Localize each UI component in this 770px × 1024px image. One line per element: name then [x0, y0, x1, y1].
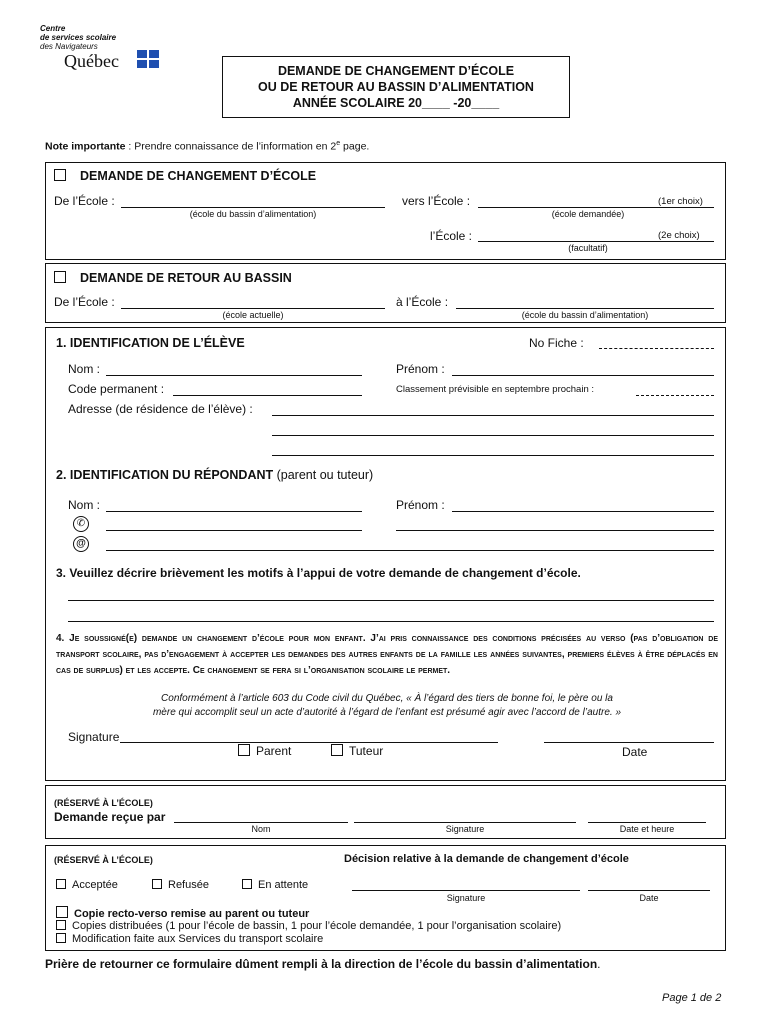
page-number: Page 1 de 2 — [662, 992, 722, 1004]
logo-org-line3: des Navigateurs — [40, 42, 98, 51]
copy3-checkbox[interactable] — [56, 933, 66, 943]
return-heading: DEMANDE DE RETOUR AU BASSIN — [80, 271, 292, 285]
student-prenom-label: Prénom : — [396, 362, 445, 376]
declaration-signature-label: Signature — [68, 730, 120, 744]
student-adresse-input-2[interactable] — [272, 435, 714, 436]
declaration-quote-line1: Conformément à l’article 603 du Code civil du Québec, « À l’égard des tiers de bonne foi, le père ou la — [161, 693, 613, 704]
logo — [40, 24, 170, 74]
reserved1-signature-caption: Signature — [445, 824, 485, 834]
note-label: Note importante — [45, 140, 126, 153]
reserved-decision-box — [45, 845, 726, 951]
student-code-input[interactable] — [173, 395, 362, 396]
student-nom-label: Nom : — [68, 362, 101, 376]
email-icon: @ — [73, 536, 89, 552]
return-to-caption: (école du bassin d’alimentation) — [521, 310, 649, 320]
reserved2-signature-caption: Signature — [446, 893, 486, 903]
student-prenom-input[interactable] — [452, 375, 714, 376]
declaration-text: 4. Je soussigné(e) demande un changement d’école pour mon enfant. J’ai pris connaissance des conditions précisées au verso (pas d’obligation de transport scolaire, pas d’engagement à accepter les demandes des autres enfants de la famille les années suivantes, premiers élèves à être déplacés en cas de surplus) et les accepte. Ce changement se fera si l’organisation scolaire le permet. — [56, 633, 718, 676]
respondent-nom-input[interactable] — [106, 511, 362, 512]
return-section — [45, 263, 726, 323]
logo-org-line1: Centre — [40, 24, 66, 33]
declaration-quote-line2: mère qui accomplit seul un acte d’autorité à l’égard de l’enfant est présumé agir avec l’accord de l’autre. » — [152, 707, 622, 718]
change-second-caption: (facultatif) — [568, 243, 608, 253]
reserved-received-box — [45, 785, 726, 839]
change-choice1: (1er choix) — [658, 196, 703, 207]
reserved2-signature-input[interactable] — [352, 890, 580, 891]
change-section — [45, 162, 726, 260]
return-checkbox[interactable] — [54, 271, 66, 283]
motifs-heading: 3. Veuillez décrire brièvement les motifs à l’appui de votre demande de changement d’école. — [56, 566, 581, 580]
respondent-nom-label: Nom : — [68, 498, 101, 512]
change-second-label: l’École : — [430, 229, 473, 243]
declaration-signature-input[interactable] — [120, 742, 498, 743]
copy2-checkbox[interactable] — [56, 920, 66, 930]
reserved1-tag: (RÉSERVÉ À L’ÉCOLE) — [54, 798, 153, 808]
footer-instruction: Prière de retourner ce formulaire dûment rempli à la direction de l’école du bassin d’alimentation — [45, 957, 598, 971]
pending-label: En attente — [258, 879, 309, 891]
tuteur-label: Tuteur — [349, 744, 384, 758]
parent-checkbox[interactable] — [238, 744, 250, 756]
reserved1-received-label: Demande reçue par — [54, 810, 166, 824]
refused-checkbox[interactable] — [152, 879, 162, 889]
note — [45, 140, 369, 153]
title-line1: DEMANDE DE CHANGEMENT D’ÉCOLE — [277, 64, 515, 78]
reserved1-nom-caption: Nom — [251, 824, 271, 834]
student-heading: 1. IDENTIFICATION DE L’ÉLÈVE — [56, 336, 245, 350]
change-from-caption: (école du bassin d’alimentation) — [189, 209, 317, 219]
flag-icon — [137, 50, 161, 70]
title-box — [222, 56, 570, 118]
note-text: : Prendre connaissance de l’information en 2 — [125, 140, 337, 153]
reserved1-nom-input[interactable] — [174, 822, 348, 823]
student-code-label: Code permanent : — [68, 382, 165, 396]
return-to-label: à l’École : — [396, 295, 449, 309]
pending-checkbox[interactable] — [242, 879, 252, 889]
respondent-email-input[interactable] — [106, 550, 714, 551]
copy1-checkbox[interactable] — [56, 906, 68, 918]
return-from-label: De l’École : — [54, 295, 115, 309]
change-checkbox[interactable] — [54, 169, 66, 181]
copy1-label: Copie recto-verso remise au parent ou tuteur — [74, 908, 310, 920]
declaration-date-label: Date — [622, 745, 648, 759]
reserved1-signature-input[interactable] — [354, 822, 576, 823]
return-to-input[interactable] — [456, 308, 714, 309]
change-heading: DEMANDE DE CHANGEMENT D’ÉCOLE — [80, 169, 317, 183]
respondent-prenom-input[interactable] — [452, 511, 714, 512]
declaration-date-input[interactable] — [544, 742, 714, 743]
change-from-label: De l’École : — [54, 194, 115, 208]
student-classement-input[interactable] — [636, 395, 714, 396]
reserved2-tag: (RÉSERVÉ À L’ÉCOLE) — [54, 855, 153, 865]
student-adresse-input-1[interactable] — [272, 415, 714, 416]
logo-org-line2: de services scolaire — [40, 33, 117, 42]
motifs-input-2[interactable] — [68, 621, 714, 622]
title-line2: OU DE RETOUR AU BASSIN D’ALIMENTATION — [258, 80, 534, 94]
respondent-phone-input[interactable] — [106, 530, 362, 531]
reserved1-date-input[interactable] — [588, 822, 706, 823]
accepted-checkbox[interactable] — [56, 879, 66, 889]
student-classement-label: Classement prévisible en septembre prochain : — [396, 384, 595, 395]
phone-icon: ✆ — [73, 516, 89, 532]
respondent-heading-suffix: (parent ou tuteur) — [273, 468, 374, 482]
reserved2-date-input[interactable] — [588, 890, 710, 891]
reserved1-date-caption: Date et heure — [619, 824, 675, 834]
parent-label: Parent — [256, 744, 292, 758]
respondent-heading: 2. IDENTIFICATION DU RÉPONDANT — [56, 468, 274, 482]
respondent-phone2-input[interactable] — [396, 530, 714, 531]
respondent-prenom-label: Prénom : — [396, 498, 445, 512]
change-to-caption: (école demandée) — [551, 209, 625, 219]
refused-label: Refusée — [168, 879, 209, 891]
student-nom-input[interactable] — [106, 375, 362, 376]
return-from-caption: (école actuelle) — [222, 310, 284, 320]
change-to-input[interactable] — [478, 207, 714, 208]
student-adresse-label: Adresse (de résidence de l’élève) : — [68, 402, 253, 416]
note-sup: e — [336, 140, 341, 147]
change-from-input[interactable] — [121, 207, 385, 208]
accepted-label: Acceptée — [72, 879, 118, 891]
copy2-label: Copies distribuées (1 pour l’école de bassin, 1 pour l’école demandée, 1 pour l’organisation scolaire) — [72, 920, 562, 932]
student-fiche-input[interactable] — [599, 348, 714, 349]
return-from-input[interactable] — [121, 308, 385, 309]
copy3-label: Modification faite aux Services du transport scolaire — [72, 933, 324, 945]
reserved2-decision-title: Décision relative à la demande de changement d’école — [344, 853, 629, 865]
student-fiche-label: No Fiche : — [529, 336, 584, 350]
student-adresse-input-3[interactable] — [272, 455, 714, 456]
title-line3: ANNÉE SCOLAIRE 20____ -20____ — [292, 96, 500, 110]
change-to-label: vers l’École : — [402, 194, 471, 208]
tuteur-checkbox[interactable] — [331, 744, 343, 756]
main-form-box — [45, 327, 726, 781]
change-second-input[interactable] — [478, 241, 714, 242]
change-choice2: (2e choix) — [658, 230, 700, 241]
footer-period: . — [597, 957, 601, 971]
reserved2-date-caption: Date — [639, 893, 659, 903]
motifs-input-1[interactable] — [68, 600, 714, 601]
logo-quebec: Québec — [64, 51, 119, 71]
note-text-end: page. — [340, 140, 370, 153]
